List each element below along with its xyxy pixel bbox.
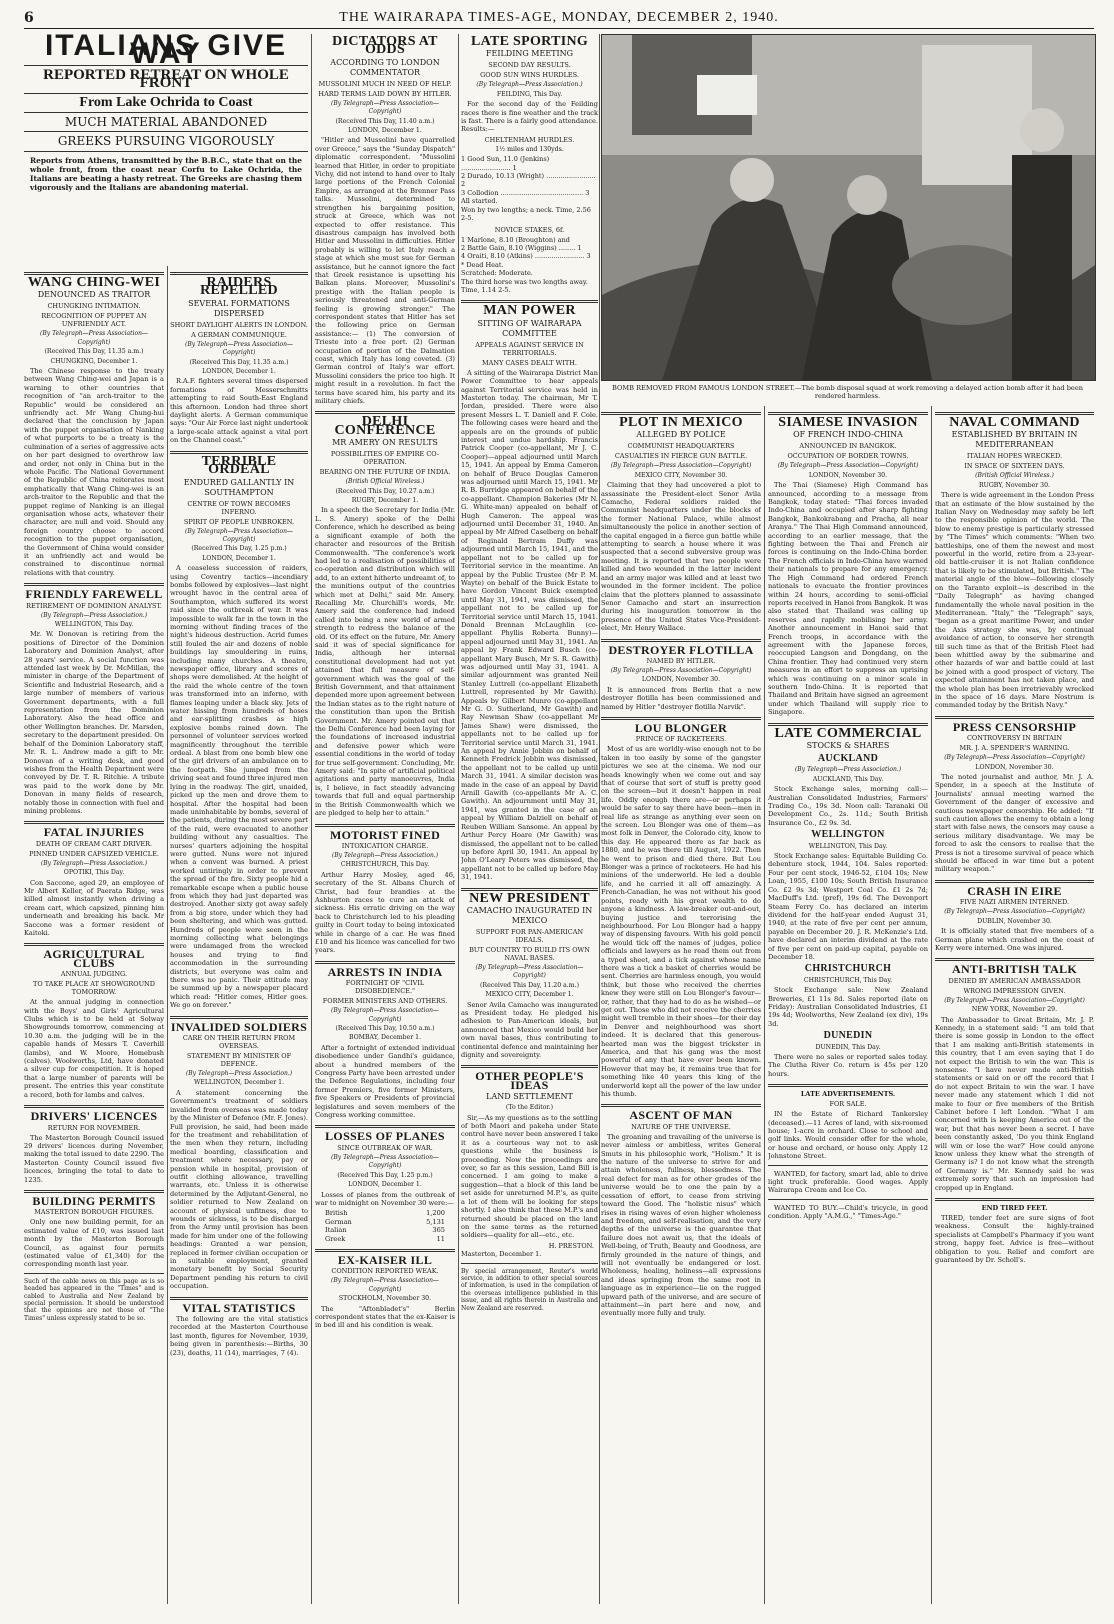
christchurch-dateline: CHRISTCHURCH, This Day.	[803, 976, 893, 984]
antibritish-sub2: WRONG IMPRESSION GIVEN.	[963, 986, 1066, 995]
arrests-sub1: FORTNIGHT OF "CIVIL DISOBEDIENCE."	[345, 979, 425, 996]
agri-head: AGRICULTURAL CLUBS	[43, 947, 145, 970]
wanted-ad-2: WANTED TO BUY.—Child's tricycle, in good condition. Apply "A.M.G.," "Times-Age."	[768, 1203, 928, 1221]
invalided-body: A statement concerning the Government's treatment of soldiers invalided from overseas was made today by the Minister of Defence (Mr. F. Jones). Full provision, he said, had been made for the treatment and rehabilitation of the men when they return, including medical boarding, classification and treatment where necessary, pay or pension while in hospital, provision of outfit clothing allowance, travelling warrants, etc. Unless it is otherwise determined by the Adjutant-General, no soldier returned to New Zealand on account of physical unfitness, due to wounds or sickness, is to be discharged from the Army until provision has been made for him under one of the following headings: Granted a war pension, replaced in former civilian occupation or in suitable employment, granted monetary benefit by Social Security Department pending his return to civil occupation.	[170, 1088, 308, 1291]
column-5	[601, 406, 761, 1604]
otherpeople-sign: H. PRESTON.	[548, 1241, 594, 1250]
race1-result-3: All started.	[461, 197, 498, 206]
destroyer-body: It is announced from Berlin that a new destroyer flotilla has been commissioned and named by Hitler "destroyer flotilla Narvik".	[601, 685, 761, 711]
raiders-dateline: LONDON, December 1.	[202, 368, 276, 376]
agri-sub1: ANNUAL JUDGING.	[60, 970, 128, 979]
agri-sub2: TO TAKE PLACE AT SHOWGROUND TOMORROW.	[33, 980, 155, 997]
ascent-sub: NATURE OF THE UNIVERSE.	[631, 1122, 731, 1131]
president-sub3: BUT COUNTRY TO BUILD ITS OWN NAVAL BASES.	[469, 945, 590, 962]
wang-body: The Chinese response to the treaty between Wang Ching-wei and Japan is a warning to other countries that recognition of "an arch-traitor to the Republic" would be considered an unfriendly act. Mr Wang Chung-hui declared that the conclusion by Japan with the puppet organisation of Nanking of what purports to be a treaty is the culmination of a series of aggressive acts on her part designed to overthrow law and order, not only in China but in the whole Pacific. The National Government of the Republic of China reiterates most emphatically that Wang Ching-wei is an arch-traitor to the Republic and that the puppet regime of Nanking is an illegal organisation whose acts, whatever their character, are null and void. Should any foreign country choose to accord recognition to the puppet organisation, the Government of China would consider it an unfriendly act and would be constrained to discontinue normal relations with that country.	[24, 367, 164, 577]
president-dateline: MEXICO CITY, December 1.	[485, 991, 574, 999]
building-sub: MASTERTON BOROUGH FIGURES.	[34, 1208, 154, 1217]
president-body: Senor Avila Camacho was inaugurated as President today. He pledged his adhesion to Pan-American ideals, but announced that Mexico would build her own naval bases, thus contributing to continental defence and maintaining her dignity and sovereignty.	[461, 1000, 598, 1059]
auckland-body: Stock Exchange sales, morning call:—Australian Consolidated Industries, Farmers' Trading Co., 19s 3d. Noon call: Taranaki Oil Development Co., 2s. 11d.; South British Insurance Co., £2 9s. 3d.	[768, 785, 928, 827]
planes-table	[325, 1209, 445, 1243]
naval-body: There is wide agreement in the London Press that an estimate of the blow sustained by the Italian Navy on Wednesday may safely be left to the responsible opinion of the world. The blow to enemy prestige is particularly stressed by "The Times" which comments: "When two battleships, one of them the newest and most powerful in the world, retire from a 23-year-old battle-cruiser it is not Italian confidence that is likely to be stimulated, but British." The material angle of the blow—following closely on the Taranto exploit—is described in the "Daily Telegraph" as having changed fundamentally the whole naval position in the Mediterranean. "Italy," the "Telegraph" says, "began as a great maritime Power, and under the Axis strategy she was, by continual avoidance of action, to conserve her strength till such time as that of the British Fleet had been whittled away by the submarine and other hazards of war and battle could at last be joined with a good prospect of victory. The expected attainment has not taken place, and the whole plan has been irretrievably wrecked in the space of 16 days. Mare Nostrum is commanded today by the British Navy."	[935, 491, 1094, 710]
antibritish-body: The Ambassador to Great Britain, Mr. J. P. Kennedy, in a statement said: "I am told that there is some gossip in London to the effect that I am making anti-British statements in this country, that I am even saying that I do not expect the British to win the war. This is nonsense. "I have never made anti-British statements or said on or off the record that I do not expect Britain to win the war. I have never made any statement which I did not make to four or five members of the British Cabinet before I left London. "What I am concerned with is keeping America out of the war, but that has never been a secret. I have been constantly asked, 'Do you think England will win or lose the war?' How could anyone know unless they knew what the strength of Germany is? I do not know what the strength of Germany is." Mr. Kennedy said he was extremely sorry that such an impression had cropped up in England.	[935, 1015, 1094, 1192]
sporting-body: For the second day of the Feilding races there is fine weather and the track is fast. There is a fairly good attendance. Results:—	[461, 100, 598, 134]
president-credit: (By Telegraph—Press Association—Copyright)	[475, 963, 584, 980]
page-number: 6	[24, 10, 34, 26]
exkaiser-head: EX-KAISER ILL	[337, 1252, 433, 1267]
mexico-credit: (By Telegraph—Press Association—Copyright)	[610, 462, 752, 470]
dunedin-dateline: DUNEDIN, This Day.	[815, 1043, 881, 1051]
naval-dateline: RUGBY, November 30.	[978, 481, 1051, 489]
planes-row-name: British	[325, 1209, 348, 1218]
vital-head: VITAL STATISTICS	[182, 1300, 296, 1315]
race2-result-3: * Dead Heat.	[461, 260, 504, 269]
planes-body: Losses of planes from the outbreak of war to midnight on November 30 were:—	[315, 1190, 455, 1207]
italians-deck2: From Lake Ochrida to Coast	[79, 94, 253, 110]
race2-result-0: 1 Marlone, 8.10 (Broughton) and	[461, 235, 570, 244]
manpower-sub2: APPEALS AGAINST SERVICE IN TERRITORIALS.	[475, 340, 584, 357]
ads-head: LATE ADVERTISEMENTS.	[800, 1090, 896, 1099]
planes-row-value: 5,131	[426, 1217, 445, 1226]
otherpeople-sub: LAND SETTLEMENT	[486, 1092, 573, 1102]
censorship-dateline: LONDON, November 30.	[975, 763, 1054, 771]
farewell-credit: (By Telegraph—Press Association.)	[40, 611, 148, 619]
eire-body: It is officially stated that five members of a German plane which crashed on the coast of Kerry were interned. One was injured.	[935, 927, 1094, 952]
christchurch-body: Stock Exchange sale: New Zealand Breweries, £1 11s 8d. Sales reported (late on Friday): Australian Consolidated Industries, £1 19s 4d; Woolworths, New Zealand (ex div), 19s 3d.	[768, 986, 928, 1028]
dictators-sub1: ACCORDING TO LONDON COMMENTATOR	[330, 57, 440, 77]
planes-row	[325, 1218, 445, 1226]
president-sub2: SUPPORT FOR PAN-AMERICAN IDEALS.	[475, 927, 584, 944]
planes-row-name: Italian	[325, 1226, 347, 1235]
siamese-credit: (By Telegraph—Press Association—Copyright)	[777, 462, 919, 470]
naval-sub3: IN SPACE OF SIXTEEN DAYS.	[964, 462, 1065, 471]
column-3	[315, 34, 455, 1604]
planes-row-value: 365	[432, 1226, 445, 1235]
terrible-received: (Received This Day, 1.25 p.m.)	[191, 545, 287, 553]
race2-result-5: The third horse was two lengths away. Time, 1.14 2-5.	[461, 277, 588, 294]
siamese-dateline: LONDON, November 30.	[808, 471, 888, 479]
wang-sub1: DENOUNCED AS TRAITOR	[37, 290, 151, 300]
wang-sub2: CHUNGKING INTIMATION.	[47, 302, 141, 311]
wang-credit: (By Telegraph—Press Association—Copyright)	[40, 330, 148, 346]
italians-deck3: MUCH MATERIAL ABANDONED	[64, 115, 268, 130]
drivers-head: DRIVERS' LICENCES	[30, 1109, 158, 1124]
fatal-credit: (By Telegraph—Press Association.)	[40, 859, 148, 867]
planes-row	[325, 1209, 445, 1217]
president-head: NEW PRESIDENT	[469, 890, 590, 906]
ascent-body: The groaning and travailing of the universe is never aimless or ambitless, writes General Smuts in his philosophic work, "Holism." It is the nature of the universe to strive for and attain wholeness, fullness, blessedness. The real defect for man as for other grades of the universe would be to one the pain by a cessation of effort, to cease from striving toward the Good. The "holistic nisus" which rises in rising waves of even higher wholeness and freedom, and self-realisation, and the very depths of the universe is the guarantee that failure does not await us, that the ideals of Well-being, of Truth, Beauty and Goodness, are firmly grounded in the nature of things, and will not eventually be endangered or lost. Wholeness, healing, holiness—all expressions and ideas springing from the same root in language as in experience—lie on the rugged upward path of the universe, and are secure of attainment—in part here and now, and eventually more fully and truly.	[601, 1132, 761, 1318]
wanted-ad-1: WANTED, for factory, smart lad, able to drive light truck preferable. Good wages. Apply Wairarapa Cream and Ice Co.	[768, 1169, 928, 1195]
farewell-head: FRIENDLY FAREWELL	[25, 587, 163, 602]
manpower-body: A sitting of the Wairarapa District Man Power Committee to hear appeals against Territorial service was held in Masterton today. The chairman, Mr T. Jordan, presided. There were also present Messrs L. T. Daniell and F. Cole. The following cases were heard and the appeals are on the grounds of public interest and undue hardship. Francis Patrick Cooper (co-appellant, Mr J. C. Cooper)—appeal adjourned until March 15, 1941. An appeal by Emma Cameron on behalf of Bruce Douglas Cameron was adjourned until March 15, 1941. Mr R. B. Burridge appeared on behalf of the co-appellant. Champion Bakeries (Mr N. G. White-man) appealed on behalf of Hugh Cameron. The appeal was adjourned until December 31, 1940. An appeal by Mr Alfred Caselberg on behalf of Reginald Bertram Duffy was adjourned until March 15, 1941, and the appellant not to be called up for Territorial service in the meantime. An appeal by the Public Trustee (Mr P. M. Wayte) on behalf of the Buick Estate to have Gordon Vincent Buick exempted until May 31, 1941, was dismissed, the appellant not to be called up for Territorial service until March 15, 1941. Donald Brennan McLaughlin (co-appellant Phyllis Roberta Bunny)—appeal adjourned until May 31, 1941. An appeal by Frank Edward Busch (co-appellant Mary Busch, Mr S. R. Gawith) was adjourned until May 31, 1941. A similar adjournment was granted Neil Stanley Luttrell (co-appellant Elizabeth Luttrell, represented by Mr Gawith). Appeals by Gilbert Munro (co-appellant Mr G. O. Sutherland, Mr Gawith) and Ray Newman Shaw (co-appellant Mr James Shaw) were dismissed, the appellants not to be called up for Territorial service until March 31, 1941. An appeal by Annie Jobbin on behalf of Kenneth Fredrick Jobbin was dismissed, the appellant not to be called up until March 31, 1941. A similar decision was made in the case of an appeal by David Arnill Gawith (co-appellants Mr A. C. Gawith). An adjournment until May 31, 1941, was granted in the case of an appeal by William Dalziell on behalf of Reuben William Sansome. An appeal by Arthur Percy Hoare (Mr Gawith) was dismissed, the appellant not to be called up before April 30, 1941. An appeal by John O'Leary Peters was dismissed, the appellant not to be called up before May 31, 1941.	[461, 368, 598, 882]
reuter-footnote: By special arrangement, Reuter's world service, in addition to other special sources of information, is used in the compilation of the overseas intelligence published in this issue, and all rights therein in Australia and New Zealand are reserved.	[461, 1267, 598, 1312]
auckland-head: AUCKLAND	[817, 753, 879, 764]
mexico-head: PLOT IN MEXICO	[619, 415, 743, 430]
newspaper-title: THE WAIRARAPA TIMES-AGE, MONDAY, DECEMBER 2, 1940.	[339, 10, 779, 25]
raiders-sub1: SEVERAL FORMATIONS DISPERSED	[188, 298, 290, 318]
manpower-head: MAN POWER	[483, 303, 576, 319]
dictators-body: "Hitler and Mussolini have quarrelled over Greece," says the "Sunday Dispatch" diplomatic correspondent. "Mussolini learned that Hitler, in order to propitiate Vichy, did not intend to hand over to Italy large portions of the French Colonial Empire, as arranged at the Brenner Pass talks. Mussolini, determined to strengthen his bargaining position, struck at Greece, which was not expected to offer resistance. This disastrous campaign has involved both Hitler and Mussolini in difficulties. Hitler probably is willing to let Italy reach a stage at which she must sue for German assistance, but he cannot ignore the fact that Greek resistance is upsetting his Balkan plans. Moreover, Mussolini's prestige with the Italian people is seriously threatened and anti-German feeling is growing stronger." The correspondent states that Hitler has set the following price on German assistance:— (1) The conversion of Trieste into a free port. (2) German occupation of portion of the Dalmation coast, which Italy has long coveted. (3) German control of Italy's war effort. Mussolini considers the price too high. It might result in a revolution. In fact the terms have scared him, his party and its military chiefs.	[315, 136, 455, 406]
column-4	[461, 34, 598, 1604]
fatal-head: FATAL INJURIES	[43, 825, 145, 840]
wang-received: (Received This Day, 11.35 a.m.)	[44, 348, 144, 356]
raiders-credit: (By Telegraph—Press Association—Copyright)	[185, 340, 293, 357]
bomb-removal-photo	[601, 34, 1096, 381]
antibritish-head: ANTI-BRITISH TALK	[951, 962, 1078, 977]
destroyer-head: DESTROYER FLOTILLA	[608, 642, 754, 657]
column-7	[935, 406, 1094, 1604]
raiders-body: R.A.F. fighters several times dispersed formations of Messerschmitts attempting to raid South-East England this afternoon. London had three short daylight alerts. A German communique says: "Our Air Force last night undertook a large-scale attack against a vital port on the Channel coast."	[170, 377, 308, 445]
dictators-sub2: MUSSOLINI MUCH IN NEED OF HELP.	[318, 79, 452, 88]
blonger-sub: PRINCE OF RACKETEERS.	[635, 735, 727, 744]
race1-result-1: 2 Durado, 10.13 (Wright) ........................ 2	[461, 172, 596, 189]
fatal-sub1: DEATH OF CREAM CART DRIVER.	[35, 839, 153, 848]
terrible-sub3: SPIRIT OF PEOPLE UNBROKEN.	[183, 517, 295, 526]
dictators-credit: (By Telegraph—Press Association—Copyright)	[331, 99, 439, 116]
tired-body: TIRED, tender feet are sure signs of foot weakness. Consult the highly-trained specialists at Campbell's Pharmacy if you want strong, happy feet. Advice is free—without obligation to you. Relief and comfort are guaranteed by Dr. Scholl's.	[935, 1214, 1094, 1265]
bomb-squad-image	[602, 35, 1095, 380]
arrests-body: After a fortnight of extended individual disobedience under Gandhi's guidance, about a hundred members of the Congress Party have been arrested under the Defence Regulations, including four former Premiers, five former Ministers, five Speakers or Presidents of provincial legislatures and seven members of the Congress working committee.	[315, 1043, 455, 1120]
wang-head: WANG CHING-WEI	[27, 275, 161, 290]
delhi-sub1: MR AMERY ON RESULTS	[332, 438, 438, 448]
sporting-head: LATE SPORTING	[470, 34, 589, 49]
censorship-head: PRESS CENSORSHIP	[952, 719, 1077, 734]
planes-row-name: German	[325, 1217, 352, 1226]
mexico-sub3: CASUALTIES IN FIERCE GUN BATTLE.	[614, 452, 748, 461]
delhi-dateline: RUGBY, December 1.	[351, 497, 419, 505]
eire-head: CRASH IN EIRE	[967, 883, 1062, 898]
race1-title: CHELTENHAM HURDLES.	[484, 135, 575, 144]
siamese-head: SIAMESE INVASION	[778, 415, 918, 430]
naval-credit: (British Official Wireless.)	[975, 472, 1054, 480]
invalided-credit: (By Telegraph—Press Association.)	[185, 1070, 293, 1078]
fatal-sub2: PINNED UNDER CAPSIZED VEHICLE.	[29, 849, 159, 858]
eire-sub: FIVE NAZI AIRMEN INTERNED.	[959, 898, 1070, 907]
farewell-sub: RETIREMENT OF DOMINION ANALYST.	[26, 601, 162, 610]
dictators-sub3: HARD TERMS LAID DOWN BY HITLER.	[318, 89, 452, 98]
president-sub1: CAMACHO INAUGURATED IN MEXICO	[466, 905, 593, 925]
exkaiser-dateline: STOCKHOLM, November 30.	[338, 1295, 432, 1303]
column-1	[24, 266, 164, 1604]
delhi-body: In a speech the Secretary for India (Mr. L. S. Amery) spoke of the Delhi Conference, which he described as being a significant example of both the character and resources of the British Commonwealth. "The conference's work had led to a realisation of possibilities of co-operation and distribution which will add, to an extent hitherto undreamt of, to the munitions output of the countries which met at Delhi," said Mr. Amery. Recalling Mr. Churchill's words, Mr. Amery said the conference had indeed called into being a new world of armed strength to redress the balance of the old. Of its effect on the future, Mr. Amery said it was of special significance for India, although her internal constitutional development had not yet attained that full measure of self-government which was the goal of the British Government, and that attainment depended more upon agreement between the Indian states as to the right nature of the constitution than upon the British Government. Mr. Amery pointed out that the Delhi Conference had been laying for the foundations of increased industrial and defensive power which were essential conditions in the world of today for true self-government. Concluding, Mr. Amery said: "In spite of artificial political agitations and party manoeuvres, India is, I believe, in fact steadily advancing towards that full and equal partnership in the British Commonwealth which we are pledged to help her to attain."	[315, 506, 455, 818]
planes-row-name: Greek	[325, 1234, 346, 1243]
blonger-head: LOU BLONGER	[634, 720, 728, 735]
for-sale-head: FOR SALE.	[829, 1100, 867, 1109]
sporting-sub3: GOOD SUN WINS HURDLES.	[480, 71, 579, 80]
destroyer-sub: NAMED BY HITLER.	[646, 656, 716, 665]
antibritish-sub1: DENIED BY AMERICAN AMBASSADOR	[948, 976, 1081, 985]
commercial-head: LATE COMMERCIAL	[774, 725, 922, 741]
dunedin-body: There were no sales or reported sales today. The Clutha River Co. return is 45s per 120 hours.	[768, 1053, 928, 1078]
italians-story	[24, 34, 308, 264]
planes-row-value: 1,200	[426, 1209, 445, 1218]
antibritish-credit: (By Telegraph—Press Association—Copyright)	[944, 996, 1085, 1004]
building-head: BUILDING PERMITS	[32, 1193, 156, 1208]
motorist-dateline: CHRISTCHURCH, This Day.	[340, 861, 430, 869]
ascent-head: ASCENT OF MAN	[629, 1108, 733, 1123]
arrests-received: (Received This Day, 10.50 a.m.)	[335, 1025, 435, 1032]
farewell-dateline: WELLINGTON, This Day.	[54, 621, 134, 628]
raiders-head: RAIDERS REPELLED	[200, 275, 278, 299]
planes-received: (Received This Day, 1.25 p.m.)	[337, 1171, 433, 1179]
invalided-sub2: STATEMENT BY MINISTER OF DEFENCE.	[186, 1052, 292, 1069]
raiders-sub3: A GERMAN COMMUNIQUE.	[191, 330, 287, 339]
antibritish-dateline: NEW YORK, November 29.	[971, 1006, 1058, 1014]
auckland-dateline: AUCKLAND, This Day.	[812, 775, 884, 783]
naval-sub2: ITALIAN HOPES WRECKED.	[966, 452, 1063, 461]
sporting-sub2: SECOND DAY RESULTS.	[488, 61, 571, 70]
arrests-credit: (By Telegraph—Press Association—Copyright)	[331, 1007, 439, 1023]
wang-sub3: RECOGNITION OF PUPPET AN UNFRIENDLY ACT.	[41, 312, 147, 329]
dictators-dateline: LONDON, December 1.	[348, 127, 422, 135]
planes-credit: (By Telegraph—Press Association—Copyright)	[331, 1153, 439, 1170]
motorist-sub: INTOXICATION CHARGE.	[341, 841, 429, 850]
delhi-sub2: POSSIBILITIES OF EMPIRE CO-OPERATION.	[330, 450, 440, 467]
siamese-sub1: OF FRENCH INDO-CHINA	[793, 430, 903, 440]
terrible-sub2: CENTRE OF TOWN BECOMES INFERNO.	[187, 499, 291, 516]
wellington-head: WELLINGTON	[811, 829, 885, 841]
race2-result-1: 2 Battle Gain, 8.10 (Wiggins) ........ 1	[461, 243, 582, 252]
column-note: Such of the cable news on this page as is so headed has appeared in the "Times" and is cabled to Australia and New Zealand by special permission. It should be understood that the opinions are not those of "The Times" unless expressly stated to be so.	[24, 1277, 164, 1322]
invalided-dateline: WELLINGTON, December 1.	[193, 1079, 285, 1087]
christchurch-head: CHRISTCHURCH	[804, 963, 892, 975]
mexico-body: Claiming that they had uncovered a plot to assassinate the President-elect Senor Avila Camacho, Federal soldiers raided the Communist headquarters under the blocks of the former National Palace, while almost simultaneously the police in another section of the capital engaged in a fierce gun battle while attempting to search a house where it was suspected that a second subversive group was meeting. It is reported that two people were killed and two wounded in the latter incident and an army major was killed and at least two wounded in the former incident. The police claim that the plotters planned to assassinate Senor Camacho and start an insurrection during his inauguration tomorrow in the presence of the United States Vice-President-elect, Mr. Henry Wallace.	[601, 481, 761, 633]
column-2	[170, 266, 308, 1604]
vital-body: The following are the vital statistics recorded at the Masterton Courthouse last month, figures for November, 1939, being given in parenthesis:—Births, 30 (23), deaths, 11 (14), marriages, 7 (4).	[170, 1315, 308, 1357]
censorship-sub1: CONTROVERSY IN BRITAIN	[966, 734, 1063, 743]
race1-result-0: 1 Good Sun, 11.0 (Jenkins) ........................ 1	[461, 155, 550, 172]
newspaper-page	[24, 34, 1094, 1604]
eire-credit: (By Telegraph—Press Association—Copyright)	[944, 908, 1085, 916]
dictators-head: DICTATORS AT ODDS	[332, 34, 438, 58]
arrests-dateline: BOMBAY, December 1.	[348, 1034, 422, 1042]
italians-lead: Reports from Athens, transmitted by the B.B.C., state that on the whole front, from the coast near Corfu to Lake Ochrida, the Italians are beating a hasty retreat. The Greeks are chasing them vigorously and the Italians are abandoning material.	[30, 155, 302, 192]
president-received: (Received This Day, 11.20 a.m.)	[480, 981, 579, 989]
drivers-body: The Masterton Borough Council issued 29 drivers' licences during November, making the total issued to date 2290. The Masterton County Council issued five licences, bringing the total to date to 1235.	[24, 1133, 164, 1184]
race1-result-2: 3 Collodion ........................................ 3	[461, 188, 590, 197]
planes-head: LOSSES OF PLANES	[325, 1129, 445, 1144]
column-6	[768, 406, 928, 1604]
destroyer-credit: (By Telegraph—Press Association—Copyright)	[610, 666, 752, 674]
otherpeople-head: OTHER PEOPLE'S IDEAS	[475, 1069, 584, 1092]
drivers-sub: RETURN FOR NOVEMBER.	[47, 1123, 141, 1132]
destroyer-dateline: LONDON, November 30.	[641, 676, 721, 684]
planes-dateline: LONDON, December 1.	[348, 1181, 422, 1189]
race2-result-2: 4 Oraiti, 8.10 (Atkins) ........................ 3	[461, 252, 591, 261]
censorship-credit: (By Telegraph—Press Association—Copyright)	[944, 754, 1085, 762]
tired-head: END TIRED FEET.	[981, 1204, 1048, 1213]
building-body: Only one new building permit, for an estimated value of £10, was issued last month by the Masterton Borough Council, as against four permits (estimated value of £1,340) for the corresponding month last year.	[24, 1218, 164, 1269]
manpower-sub3: MANY CASES DEALT WITH.	[482, 358, 577, 367]
manpower-sub1: SITTING OF WAIRARAPA COMMITTEE	[477, 318, 582, 338]
delhi-head: DELHI CONFERENCE	[334, 414, 436, 438]
wellington-body: Stock Exchange sales: Equitable Building Co. debenture stock, 1944, 104. Sales reported: Four per cent stock, 1946-52, £104 10s; New Loan, 1955, £100 10s; South British Insurance Co. £2 9s 3d; Westport Coal Co. £1 2s 7d; MacDuff's Ltd. (pref), 19s 6d. The Devonport Steam Ferry Co. has declared an interim dividend for the half-year ended August 31, 1940, at the rate of five per cent per annum, payable on December 20. J. R. McKenzie's Ltd. have declared an interim dividend at the rate of five per cent on paid-up capital, payable on December 18.	[768, 852, 928, 961]
exkaiser-sub: CONDITION REPORTED WEAK.	[331, 1267, 439, 1276]
race1-result-4: Won by two lengths; a neck. Time, 2.56 2-5.	[461, 205, 591, 223]
otherpeople-body: Sir,—As my questions as to the settling of both Maori and pakeha under State control have never been answered I take it as a courteous way not to ask questions while the business is proceeding. Now the proceedings are over, so far as this session, Land Bill is concerned. I am going to make a suggestion—that a block of this land be set aside for unreturned M.P.'s, as quite a lot of them will be looking for steps shortly. I also think that these M.P.'s and returned should be placed on the land on the same terms as the returned soldiers—quality for all—etc., etc.	[461, 1113, 598, 1240]
censorship-sub2: MR. J. A. SPENDER'S WARNING.	[959, 744, 1070, 753]
dunedin-head: DUNEDIN	[823, 1030, 873, 1042]
motorist-body: Arthur Harry Mosley, aged 46, secretary of the St. Albans Church of Christ, had four brandies at the Ashburton races to cure an attack of sickness. His erratic driving on the way back to Christchurch led to his pleading guilty in Court today to being intoxicated while in charge of a car. He was fined £10 and his licence was cancelled for two years.	[315, 870, 455, 955]
terrible-credit: (By Telegraph—Press Association—Copyright)	[185, 527, 293, 543]
mexico-sub2: COMMUNIST HEADQUARTERS	[627, 442, 735, 451]
commercial-sub: STOCKS & SHARES	[806, 741, 890, 750]
for-sale-ad: IN the Estate of Richard Tankersley (deceased).—11 Acres of land, with six-roomed house; 1-acre in orchard. Close to school and golf links. Would consider offer for the whole, or house and orchard, or house only. Apply 12 Johnstone Street.	[768, 1110, 928, 1161]
naval-sub1: ESTABLISHED BY BRITAIN IN MEDITERRANEAN	[951, 430, 1078, 450]
siamese-sub2: ANNOUNCED IN BANGKOK.	[799, 442, 897, 451]
planes-sub: SINCE OUTBREAK OF WAR.	[337, 1143, 433, 1152]
siamese-sub3: OCCUPATION OF BORDER TOWNS.	[787, 452, 909, 461]
motorist-credit: (By Telegraph—Press Association.)	[331, 851, 439, 859]
delhi-received: (Received This Day, 10.27 a.m.)	[335, 487, 435, 495]
delhi-credit: (British Official Wireless.)	[345, 478, 425, 486]
wellington-dateline: WELLINGTON, This Day.	[808, 842, 888, 850]
farewell-body: Mr. W. Donovan is retiring from the positions of Director of the Dominion Laboratory and Dominion Analyst, after 28 years' service. A social function was attended last week by Dr. McMillan, the minister in charge of the Department of Scientific and Industrial Research, and a large number of members of various Government departments, with a full representation from the Dominion Laboratory. Also the head office and other Wellington branches. Dr. Marsden, secretary to the department presided. On behalf of the Dominion Laboratory staff, Mr. R. L. Andrew made a gift to Mr. Donovan of a writing desk, and good wishes from the Health Department were conveyed by Dr. T. R. Ritchie. A tribute was paid to the work done by Mr. Donovan in many fields of research, notably those in connection with fuel and mining problems.	[24, 630, 164, 815]
race2-title: NOVICE STAKES, 6f.	[494, 225, 565, 234]
photo-caption: BOMB REMOVED FROM FAMOUS LONDON STREET.—The bomb disposal squad at work removing a delayed action bomb after it had been rendered harmless.	[612, 384, 1083, 400]
sporting-credit: (By Telegraph—Press Association.)	[476, 81, 583, 89]
sporting-sub1: FEILDING MEETING	[485, 49, 574, 59]
exkaiser-body: The "Aftonbladet's" Berlin correspondent states that the ex-Kaiser is in bed ill and his condition is weak.	[315, 1304, 455, 1330]
otherpeople-place: Masterton, December 1.	[461, 1250, 542, 1259]
otherpeople-to: (To the Editor.)	[505, 1104, 554, 1112]
terrible-head: TERRIBLE ORDEAL	[201, 453, 277, 478]
mexico-sub1: ALLEGED BY POLICE	[636, 430, 726, 440]
siamese-body: The Thai (Siamese) High Command has announced, according to a message from Bangkok, today stated: "Thai forces invaded Indo-China and occupied after sharp fighting Bangkok, Bankokrabang and Pracha, all near Aranya." The Thai High Command announced, according to an earlier message, that the fighting between the Thai and French air forces is continuing on the Indo-China border. The French officials in Indo-China have warned their nationals to prepare for any emergency. The High Command had ordered French nationals to evacuate the frontier provinces within 24 hours, according to semi-official reports received in Hanoi from Bangkok. It was also stated that Thailand was calling up reserves and rapidly mobilising her army. Another announcement in Hanoi said that French troops, in accordance with the agreement with the Japanese forces, reoccupied Langson and Dongdang, on the China frontier. They had continued very stern measures in an effort to suppress an uprising which was continuing on a minor scale in southern Indo-China. It is reported that Thailand and Britain have signed an agreement under which Thailand will supply rice to Singapore.	[768, 481, 928, 717]
sporting-dateline: FEILDING, This Day.	[496, 90, 563, 98]
raiders-received: (Received This Day, 11.35 a.m.)	[189, 358, 289, 366]
blonger-body: Most of us are worldly-wise enough not to be taken in too easily by some of the gangster pictures we see at the cinema. We nod our heads knowingly when we come out and say that of course that sort of stuff is pretty good on the screen—but it doesn't happen in real life. Oddly enough there are—or perhaps it would be safer to say there have been—men in real life as strange as anything ever seen on the screen. Lou Blonger was one of them—as most folk in Denver, the Colorado city, know to this day. He appeared there as far back as 1880, and he was there till August, 1922. Then he went to prison and died there. But Lou Blonger was a prince of racketeers. He had his minions of the underworld. He led a double life, and he carried it all off amazingly. A French-Canadian, he was not without his good points, ready with his great wealth to do anyone a kindness. A law-breaker out-and-out, buying justice and terrorising the neighbourhood. For Lou Blonger had a happy way of dispensing favours. With his gold pencil he would tick off the names of judges, police officials and lawyers as he read them out from a typed sheet, and a tick against whose name there was a tick a basket of cherries would be sent. Cherries are harmless enough, you would think, but those who received the cherries knew they were still on Lou Blonger's favour—or, rather, that they had to do as he wished—or get out. Those who did not receive the cherries might well tremble in their shoes—for their day in Denver and neighbourhood was short indeed. It is declared that this generous-hearted man was the biggest trickster in America, and that his gang was the most powerful of any that have ever been known. However that may be, it remains true that for something like 40 years this king of the underworld kept all the power of the law under his thumb.	[601, 745, 761, 1099]
naval-head: NAVAL COMMAND	[949, 415, 1080, 430]
censorship-body: The noted journalist and author, Mr. J. A. Spender, in a speech at the Institute of Journalists' annual meeting warned the Government of the danger of excessive and cautious newspaper censorship. He added: "If such caution allows the enemy to obtain a long start with false news, the censors may cause a serious military disadvantage. We may be forced to ask the censors to realise that the Press is not a tiresome survival of peace which should be effaced in war time but a potent military weapon."	[935, 773, 1094, 874]
masthead	[24, 8, 1094, 29]
agri-body: At the annual judging in connection with the Boys' and Girls' Agricultural Clubs which is to be held at Solway Showgrounds tomorrow, commencing at 10.30 a.m. the judging will be in the capable hands of Messrs T. Caverhill (lambs), and W. Moore, Homebush (calves). Woolworths, Ltd, have donated a silver cup for competition. It is hoped that a large number of parents will be present. The entries this year constitute a record, both for lambs and calves.	[24, 998, 164, 1099]
delhi-sub3: BEARING ON THE FUTURE OF INDIA.	[319, 468, 451, 477]
italians-deck1: REPORTED RETREAT ON WHOLE FRONT	[43, 66, 289, 92]
planes-row	[325, 1235, 445, 1243]
planes-row-value: 11	[436, 1234, 445, 1243]
fatal-body: Con Saccone, aged 29, an employee of Mr Albert Keller, of Paerata Ridge, was killed almost instantly when driving a cream cart, which capsized, pinning him underneath and breaking his back. Mr Saccone was a former resident of Kaitoki.	[24, 878, 164, 937]
terrible-body: A ceaseless succession of raiders, using Coventry tactics—incendiary bombs followed by explosives—last night wrought havoc in the central area of Southampton, which suffered its worst raid since the outbreak of war. It was impossible to walk far in the town in the morning without finding traces of the night's hideous destruction. Acrid fumes still fouled the air and dozens of noble buildings lay smouldering in ruins, including many churches. A theatre, newspaper office, library and scores of shops were demolished. At the height of the raid the whole centre of the town was transformed into an inferno, with flames leaping under a black sky. Jets of water hissing from hundreds of hoses and ear-splitting crashes as high explosive bombs rained down. The personnel of volunteer services worked magnificently throughout the terrible ordeal. A blast from one bomb blew one of the girl drivers of an ambulance on to the footpath. She jumped from the driving seat and found three injured men lying in the roadway. The girl, unaided, picked up the men and drove them to hospital. After the hospital had been made uninhabitable by bombs, several of the patients, during the most severe part of the raid, were evacuated to another building without any casualties. The nurses' quarters adjoining the hospital were gutted. Nuns were not injured when a convent was burned. A priest worked untiringly in order to prevent the spread of the fire. Sixty people hid a remarkable escape when a public house from which they had just departed was destroyed. Another sixty got away safely from a big store, under which they had been sheltering, and which was gutted. Hundreds of people were seen in the morning collecting what belongings were undamaged from the wrecked houses and trying to find accommodation in the surrounding districts, but everyone was calm and there was no panic. Their attitude may be summed up by a newspaper placard which read: "Hitler comes, Hitler goes. We go on forever."	[170, 564, 308, 1010]
mexico-dateline: MEXICO CITY, November 30.	[634, 471, 728, 479]
race2-result-4: Scratched: Moderate.	[461, 269, 533, 278]
race1-distance: 1½ miles and 130yds.	[495, 145, 564, 153]
auckland-credit: (By Telegraph—Press Association.)	[794, 766, 902, 774]
arrests-sub2: FORMER MINISTERS AND OTHERS.	[322, 997, 448, 1006]
arrests-head: ARRESTS IN INDIA	[327, 964, 443, 979]
invalided-head: INVALIDED SOLDIERS	[170, 1019, 308, 1034]
terrible-dateline: LONDON, December 1.	[202, 554, 276, 562]
italians-deck4: GREEKS PURSUING VIGOROUSLY	[57, 134, 275, 149]
exkaiser-credit: (By Telegraph—Press Association—Copyright)	[331, 1277, 439, 1293]
dictators-received: (Received This Day, 11.40 a.m.)	[335, 117, 435, 125]
planes-row	[325, 1226, 445, 1234]
eire-dateline: DUBLIN, November 30.	[977, 917, 1052, 925]
terrible-sub1: ENDURED GALLANTLY IN SOUTHAMPTON	[183, 477, 295, 497]
raiders-sub2: SHORT DAYLIGHT ALERTS IN LONDON.	[170, 320, 308, 329]
wang-dateline: CHUNGKING, December 1.	[50, 357, 138, 365]
italians-headline: ITALIANS GIVE WAY	[44, 34, 288, 71]
invalided-sub1: CARE ON THEIR RETURN FROM OVERSEAS.	[182, 1034, 296, 1051]
motorist-head: MOTORIST FINED	[329, 827, 441, 842]
fatal-dateline: OPOTIKI, This Day.	[63, 869, 125, 877]
